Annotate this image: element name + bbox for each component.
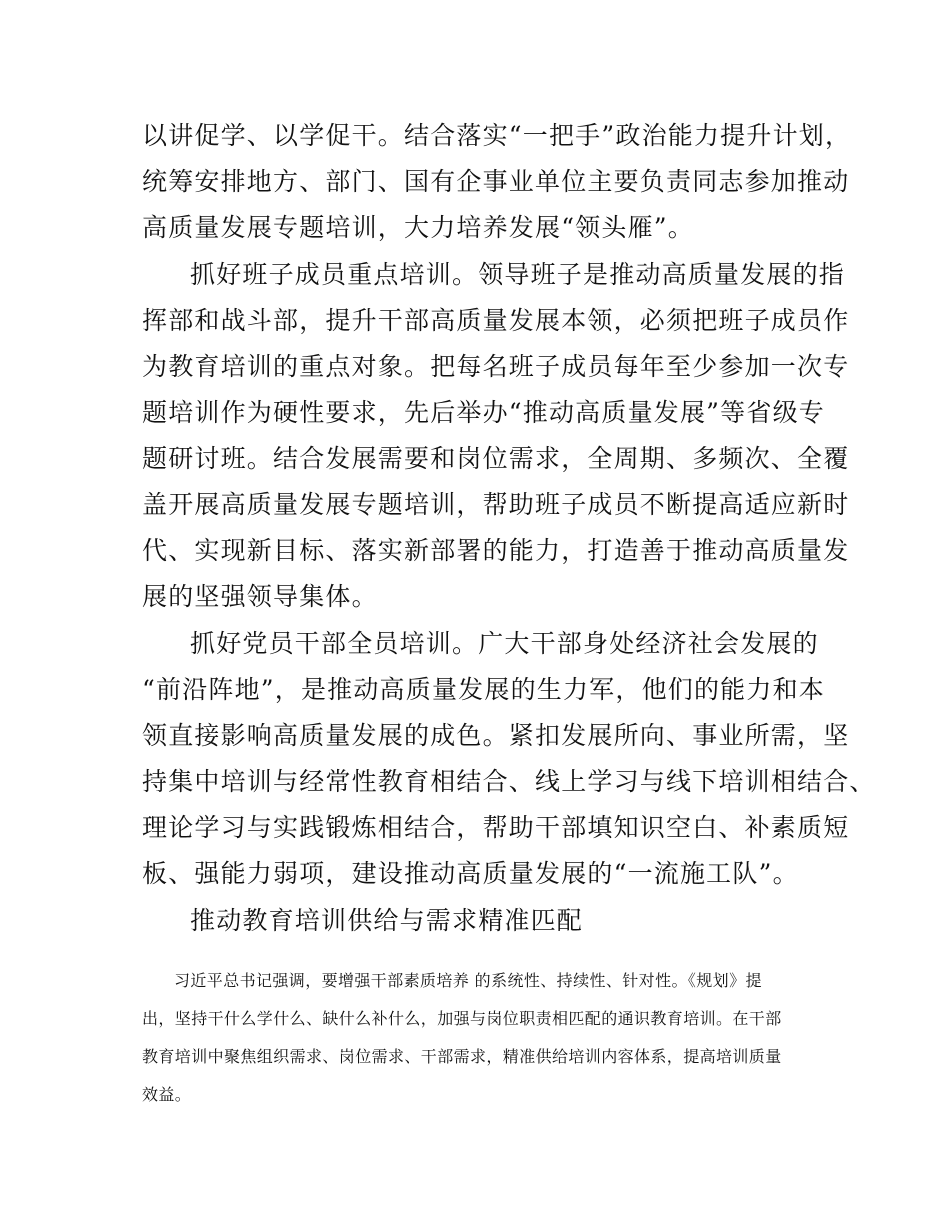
paragraph-2-line-8: 展的坚强领导集体。 xyxy=(142,582,378,611)
paragraph-2-line-6: 盖开展高质量发展专题培训，帮助班子成员不断提高适应新时 xyxy=(142,490,850,519)
paragraph-2-line-1: 抓好班子成员重点培训。领导班子是推动高质量发展的指 xyxy=(190,260,846,289)
paragraph-2-line-3: 为教育培训的重点对象。把每名班子成员每年至少参加一次专 xyxy=(142,352,850,381)
paragraph-3-line-4: 持集中培训与经常性教育相结合、线上学习与线下培训相结合、 xyxy=(142,767,876,796)
paragraph-2-line-5: 题研讨班。结合发展需要和岗位需求，全周期、多频次、全覆 xyxy=(142,444,850,473)
paragraph-1-line-1: 以讲促学、以学促干。结合落实“一把手”政治能力提升计划， xyxy=(142,121,852,150)
paragraph-4-line-3: 教育培训中聚焦组织需求、岗位需求、干部需求，精准供给培训内容体系，提高培训质量 xyxy=(142,1047,782,1066)
paragraph-2-line-7: 代、实现新目标、落实新部署的能力，打造善于推动高质量发 xyxy=(142,536,850,565)
paragraph-3-line-1: 抓好党员干部全员培训。广大干部身处经济社会发展的 xyxy=(190,629,819,658)
section-heading: 推动教育培训供给与需求精准匹配 xyxy=(190,906,584,935)
paragraph-3-line-5: 理论学习与实践锻炼相结合，帮助干部填知识空白、补素质短 xyxy=(142,813,850,842)
paragraph-1-line-2: 统筹安排地方、部门、国有企事业单位主要负责同志参加推动 xyxy=(142,167,850,196)
paragraph-2-line-4: 题培训作为硬性要求，先后举办“推动高质量发展”等省级专 xyxy=(142,398,825,427)
paragraph-1-line-3: 高质量发展专题培训，大力培养发展“领头雁”。 xyxy=(142,213,694,242)
paragraph-3-line-2: “前沿阵地”，是推动高质量发展的生力军，他们的能力和本 xyxy=(142,675,825,704)
paragraph-2-line-2: 挥部和战斗部，提升干部高质量发展本领，必须把班子成员作 xyxy=(142,306,850,335)
paragraph-4-line-4: 效益。 xyxy=(142,1085,192,1104)
paragraph-4-line-1: 习近平总书记强调，要增强干部素质培养 的系统性、持续性、针对性。《规划》提 xyxy=(174,971,762,990)
paragraph-3-line-3: 领直接影响高质量发展的成色。紧扣发展所向、事业所需，坚 xyxy=(142,721,850,750)
paragraph-4-line-2: 出，坚持干什么学什么、缺什么补什么，加强与岗位职责相匹配的通识教育培训。在干部 xyxy=(142,1009,782,1028)
paragraph-3-line-6: 板、强能力弱项，建设推动高质量发展的“一流施工队”。 xyxy=(142,859,799,888)
